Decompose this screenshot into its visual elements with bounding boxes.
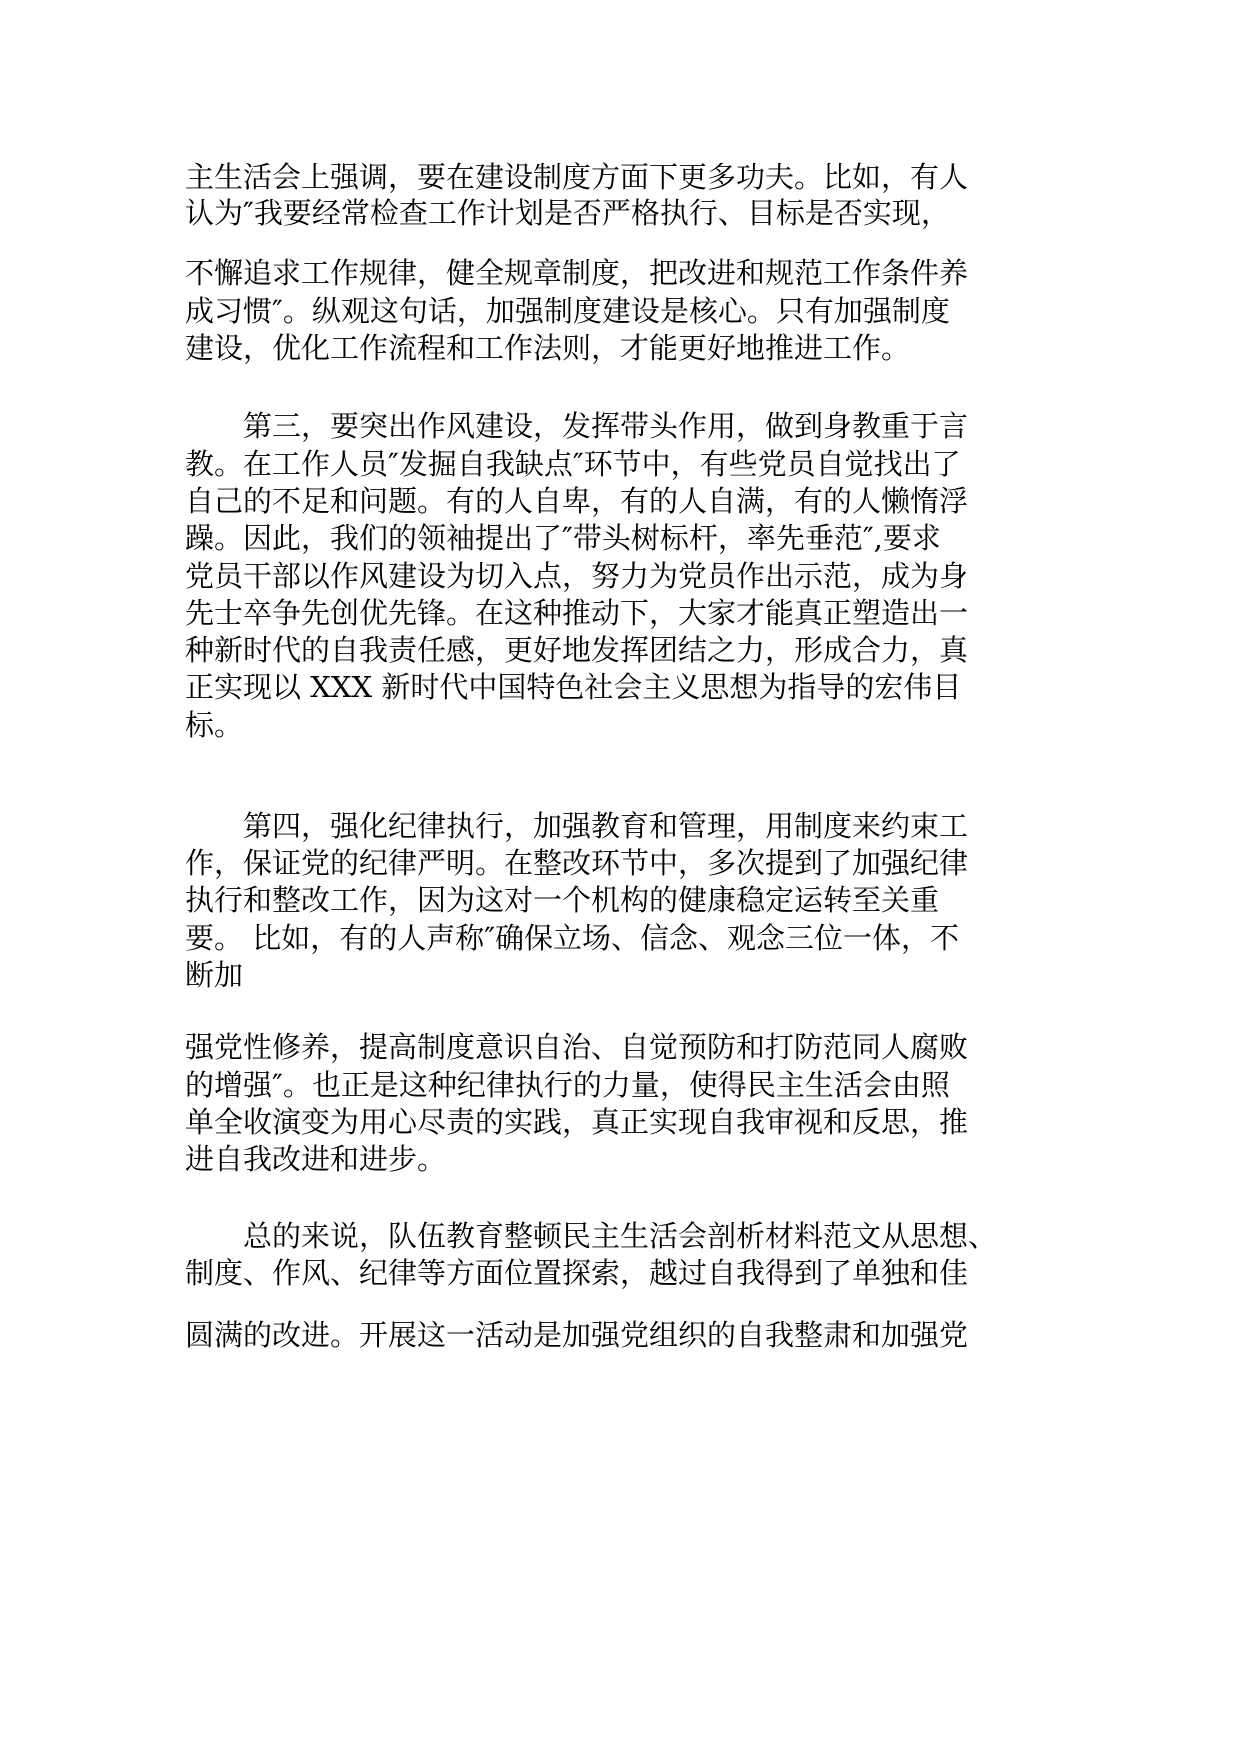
text-line: 先士卒争先创优先锋。在这种推动下，大家才能真正塑造出一 bbox=[185, 596, 969, 630]
text-line: 躁。因此，我们的领袖提出了″带头树标杆，率先垂范″,要求 bbox=[185, 521, 941, 555]
text-line: 执行和整改工作，因为这对一个机构的健康稳定运转至关重 bbox=[185, 883, 940, 917]
text-line: 第四，强化纪律执行，加强教育和管理，用制度来约束工 bbox=[185, 809, 969, 843]
text-line: 标。 bbox=[185, 708, 244, 742]
text-line: 作，保证党的纪律严明。在整改环节中，多次提到了加强纪律 bbox=[185, 846, 969, 880]
text-line: 认为″我要经常检查工作计划是否严格执行、目标是否实现， bbox=[185, 196, 950, 230]
text-line: 种新时代的自我责任感，更好地发挥团结之力，形成合力，真 bbox=[185, 633, 969, 667]
text-line: 圆满的改进。开展这一活动是加强党组织的自我整肃和加强党 bbox=[185, 1318, 969, 1352]
text-line: 正实现以 XXX 新时代中国特色社会主义思想为指导的宏伟目 bbox=[185, 670, 962, 704]
text-line: 总的来说，队伍教育整顿民主生活会剖析材料范文从思想、 bbox=[185, 1219, 998, 1253]
text-line: 制度、作风、纪律等方面位置探索，越过自我得到了单独和佳 bbox=[185, 1256, 969, 1290]
text-line: 自己的不足和问题。有的人自卑，有的人自满，有的人懒惰浮 bbox=[185, 484, 969, 518]
text-line: 党员干部以作风建设为切入点，努力为党员作出示范，成为身 bbox=[185, 559, 969, 593]
text-line: 不懈追求工作规律，健全规章制度，把改进和规范工作条件养 bbox=[185, 256, 969, 290]
text-line: 进自我改进和进步。 bbox=[185, 1142, 447, 1176]
text-line: 教。在工作人员″发掘自我缺点″环节中，有些党员自觉找出了 bbox=[185, 447, 961, 481]
text-line: 断加 bbox=[185, 958, 244, 992]
text-line: 单全收演变为用心尽责的实践，真正实现自我审视和反思，推 bbox=[185, 1105, 969, 1139]
text-line: 要。 比如，有的人声称″确保立场、信念、观念三位一体，不 bbox=[185, 921, 960, 955]
text-line: 建设，优化工作流程和工作法则，才能更好地推进工作。 bbox=[185, 331, 911, 365]
text-line: 成习惯″。纵观这句话，加强制度建设是核心。只有加强制度 bbox=[185, 294, 950, 328]
text-line: 的增强″。也正是这种纪律执行的力量，使得民主生活会由照 bbox=[185, 1068, 950, 1102]
text-line: 强党性修养，提高制度意识自治、自觉预防和打防范同人腐败 bbox=[185, 1030, 969, 1064]
text-line: 第三，要突出作风建设，发挥带头作用，做到身教重于言 bbox=[185, 409, 969, 443]
text-line: 主生活会上强调，要在建设制度方面下更多功夫。比如，有人 bbox=[185, 160, 969, 194]
